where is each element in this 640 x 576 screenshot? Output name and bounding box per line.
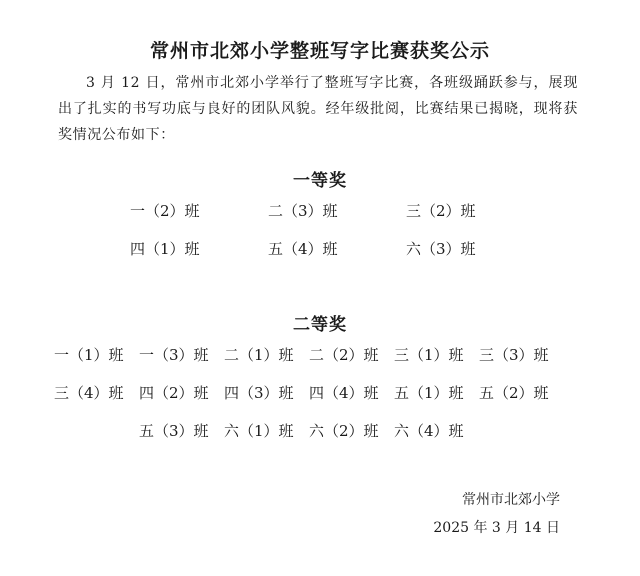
second-prize-class: 五（1）班 bbox=[394, 384, 464, 402]
second-prize-class: 三（1）班 bbox=[394, 346, 464, 364]
second-prize-class: 六（4）班 bbox=[394, 422, 464, 440]
second-prize-class: 四（2）班 bbox=[139, 384, 209, 402]
first-prize-class: 六（3）班 bbox=[406, 240, 476, 258]
second-prize-class: 五（3）班 bbox=[139, 422, 209, 440]
first-prize-heading: 一等奖 bbox=[293, 171, 347, 191]
signature-block bbox=[433, 486, 560, 542]
second-prize-class: 五（2）班 bbox=[479, 384, 549, 402]
second-prize-class: 六（1）班 bbox=[224, 422, 294, 440]
second-prize-class: 三（3）班 bbox=[479, 346, 549, 364]
second-prize-class: 四（4）班 bbox=[309, 384, 379, 402]
second-prize-class: 四（3）班 bbox=[224, 384, 294, 402]
second-prize-class: 一（3）班 bbox=[139, 346, 209, 364]
second-prize-class: 三（4）班 bbox=[54, 384, 124, 402]
document-title: 常州市北郊小学整班写字比赛获奖公示 bbox=[149, 40, 490, 62]
second-prize-class: 一（1）班 bbox=[54, 346, 124, 364]
first-prize-class: 二（3）班 bbox=[268, 202, 338, 220]
intro-paragraph: 3 月 12 日，常州市北郊小学举行了整班写字比赛，各班级踊跃参与，展现出了扎实的书写功底与良好的团队风貌。经年级批阅，比赛结果已揭晓，现将获奖情况公布如下： bbox=[58, 75, 578, 143]
first-prize-class: 五（4）班 bbox=[268, 240, 338, 258]
second-prize-class: 二（2）班 bbox=[309, 346, 379, 364]
second-prize-class: 六（2）班 bbox=[309, 422, 379, 440]
second-prize-class: 二（1）班 bbox=[224, 346, 294, 364]
first-prize-list bbox=[130, 202, 550, 258]
first-prize-class: 四（1）班 bbox=[130, 240, 200, 258]
signature-school: 常州市北郊小学 bbox=[462, 492, 560, 508]
first-prize-class: 三（2）班 bbox=[406, 202, 476, 220]
first-prize-class: 一（2）班 bbox=[130, 202, 200, 220]
second-prize-list bbox=[54, 346, 594, 440]
signature-date: 2025 年 3 月 14 日 bbox=[433, 520, 560, 536]
second-prize-heading: 二等奖 bbox=[293, 315, 347, 335]
